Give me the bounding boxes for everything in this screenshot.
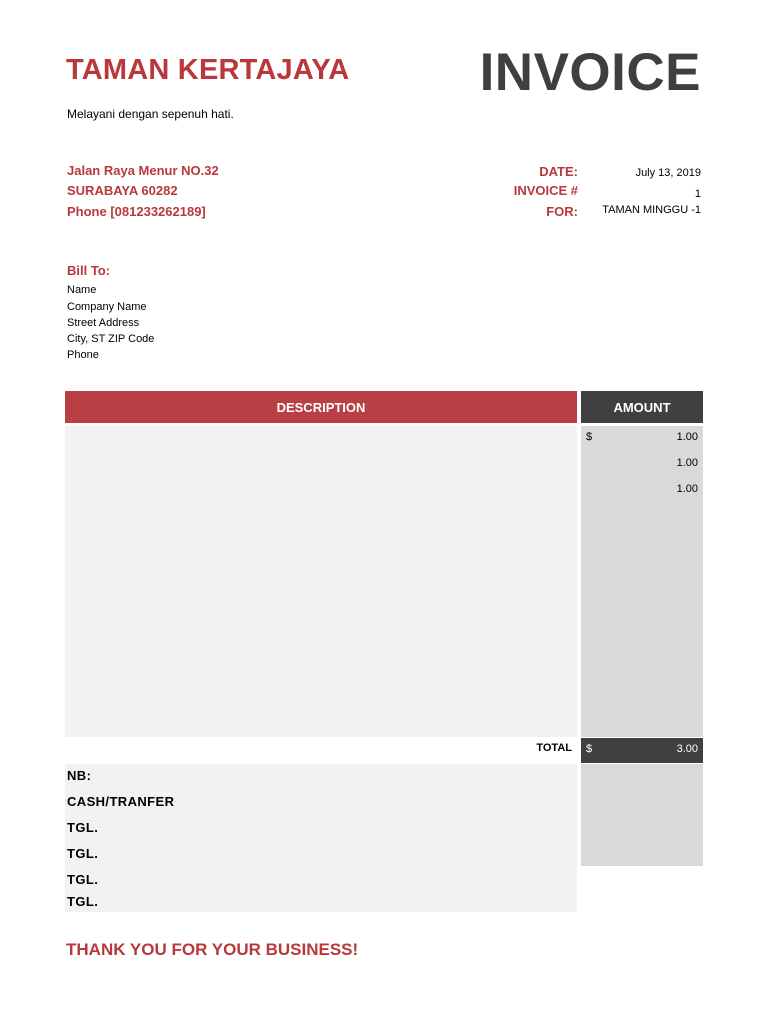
for-value: TAMAN MINGGU -1 <box>602 204 701 216</box>
description-body <box>65 426 577 737</box>
amount-value: 1.00 <box>676 457 698 469</box>
company-name: TAMAN KERTAJAYA <box>66 54 350 86</box>
date-value: July 13, 2019 <box>635 167 701 179</box>
note-line: NB: <box>67 768 92 783</box>
thank-you-message: THANK YOU FOR YOUR BUSINESS! <box>66 940 359 959</box>
total-value: 3.00 <box>676 743 698 755</box>
bill-to-city: City, ST ZIP Code <box>67 333 155 345</box>
bill-to-street: Street Address <box>67 317 140 329</box>
description-column-header: DESCRIPTION <box>65 391 577 423</box>
address-phone: Phone [081233262189] <box>67 204 206 219</box>
address-city: SURABAYA 60282 <box>67 183 178 198</box>
amount-row <box>586 431 698 445</box>
amount-column-header: AMOUNT <box>581 391 703 423</box>
address-street: Jalan Raya Menur NO.32 <box>67 163 219 178</box>
bill-to-company: Company Name <box>67 301 147 313</box>
invoice-number-value: 1 <box>694 188 701 200</box>
total-box <box>581 738 703 763</box>
document-title: INVOICE <box>479 43 701 102</box>
total-currency: $ <box>586 743 593 755</box>
bill-to-phone: Phone <box>67 349 99 361</box>
amount-row <box>586 457 698 471</box>
note-line: TGL. <box>67 846 99 861</box>
amount-value: 1.00 <box>676 431 698 443</box>
note-line: CASH/TRANFER <box>67 794 175 809</box>
notes-box <box>65 764 577 912</box>
bill-to-label: Bill To: <box>67 263 111 278</box>
note-line: TGL. <box>67 820 99 835</box>
total-label: TOTAL <box>536 742 572 754</box>
bill-to-name: Name <box>67 284 97 296</box>
note-line: TGL. <box>67 894 99 909</box>
company-tagline: Melayani dengan sepenuh hati. <box>67 107 234 121</box>
amount-value: 1.00 <box>676 483 698 495</box>
amount-tail <box>581 764 703 866</box>
currency-symbol: $ <box>586 431 593 443</box>
for-label: FOR: <box>546 204 578 219</box>
note-line: TGL. <box>67 872 99 887</box>
amount-body <box>581 426 703 737</box>
invoice-number-label: INVOICE # <box>513 183 578 198</box>
amount-row <box>586 483 698 497</box>
date-label: DATE: <box>539 164 578 179</box>
